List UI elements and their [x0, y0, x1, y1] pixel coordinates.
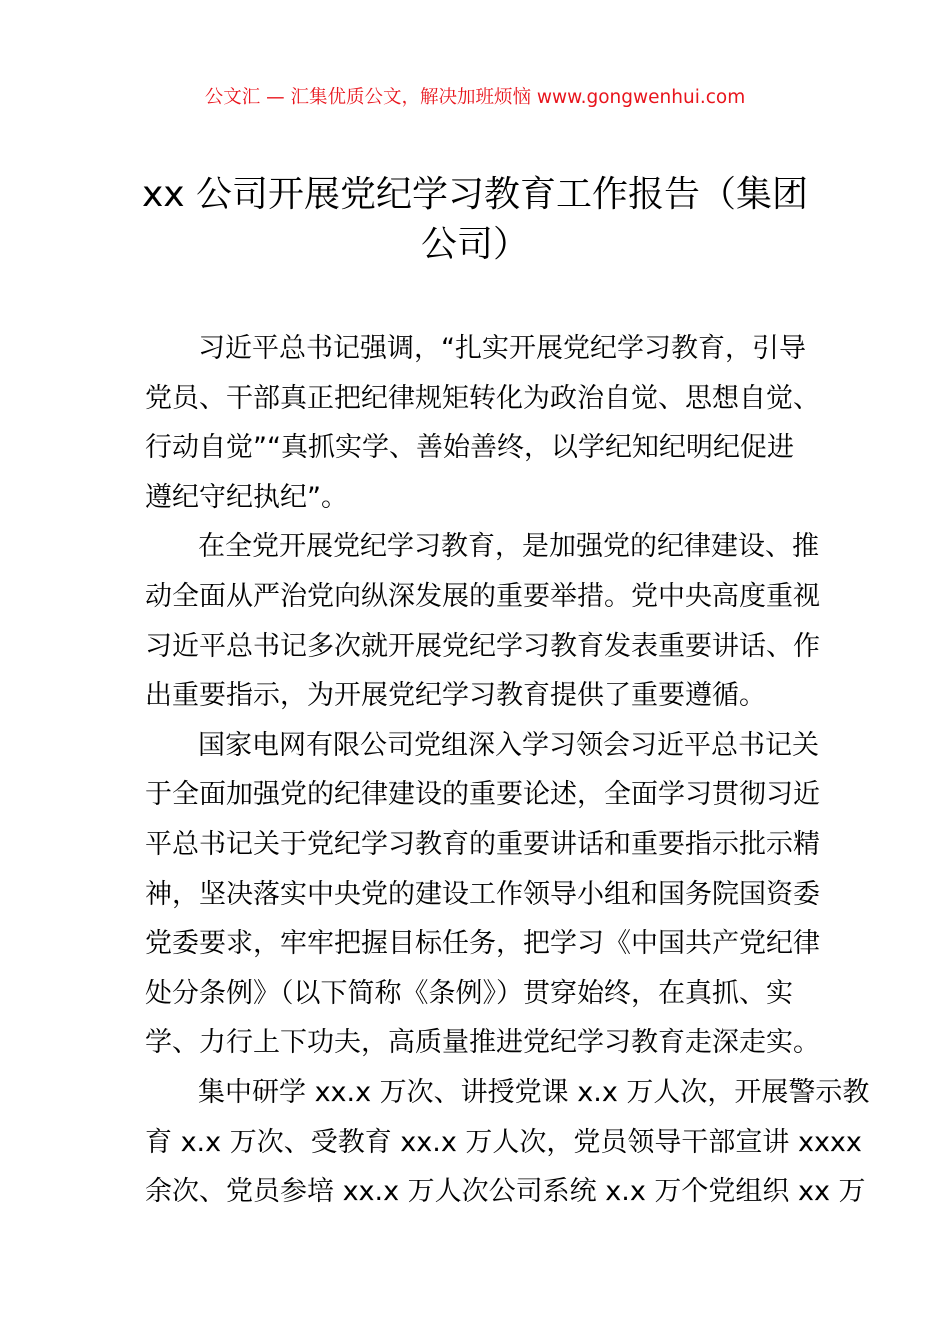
- paragraph-line: 党员、干部真正把纪律规矩转化为政治自觉、思想自觉、: [145, 382, 820, 414]
- title-line-2: 公司）: [420, 224, 529, 265]
- paragraph-3: [145, 721, 820, 1068]
- watermark-header: [0, 86, 950, 110]
- paragraph-line: 集中研学 xx.x 万次、讲授党课 x.x 万人次，开展警示教: [198, 1076, 870, 1108]
- paragraph-line: 出重要指示，为开展党纪学习教育提供了重要遵循。: [145, 680, 766, 712]
- paragraph-line: 神，坚决落实中央党的建设工作领导小组和国务院国资委: [145, 878, 820, 910]
- paragraph-line: 平总书记关于党纪学习教育的重要讲话和重要指示批示精: [145, 828, 820, 860]
- paragraph-line: 于全面加强党的纪律建设的重要论述，全面学习贯彻习近: [145, 779, 820, 811]
- paragraph-1: [145, 324, 820, 522]
- paragraph-line: 处分条例》（以下简称《条例》）贯穿始终，在真抓、实: [145, 977, 793, 1009]
- paragraph-line: 国家电网有限公司党组深入学习领会习近平总书记关: [198, 729, 819, 761]
- paragraph-2: [145, 522, 820, 720]
- paragraph-line: 遵纪守纪执纪”。: [145, 481, 348, 513]
- title-line-1: xx 公司开展党纪学习教育工作报告（集团: [141, 174, 809, 215]
- paragraph-line: 党委要求，牢牢把握目标任务，把学习《中国共产党纪律: [145, 928, 820, 960]
- paragraph-line: 动全面从严治党向纵深发展的重要举措。党中央高度重视: [145, 580, 820, 612]
- document-title: [120, 170, 830, 270]
- paragraph-line: 习近平总书记多次就开展党纪学习教育发表重要讲话、作: [145, 630, 820, 662]
- paragraph-line: 余次、党员参培 xx.x 万人次公司系统 x.x 万个党组织 xx 万: [145, 1176, 866, 1208]
- document-body: [145, 324, 870, 1217]
- paragraph-line: 行动自觉”“真抓实学、善始善终，以学纪知纪明纪促进: [145, 432, 794, 464]
- watermark-text[interactable]: 公文汇 — 汇集优质公文，解决加班烦恼 www.gongwenhui.com: [204, 87, 746, 108]
- paragraph-line: 习近平总书记强调，“扎实开展党纪学习教育，引导: [198, 333, 806, 364]
- paragraph-line: 学、力行上下功夫，高质量推进党纪学习教育走深走实。: [145, 1027, 820, 1059]
- paragraph-4: [145, 1068, 870, 1217]
- paragraph-line: 育 x.x 万次、受教育 xx.x 万人次，党员领导干部宣讲 xxxx: [145, 1126, 862, 1158]
- paragraph-line: 在全党开展党纪学习教育，是加强党的纪律建设、推: [198, 531, 819, 563]
